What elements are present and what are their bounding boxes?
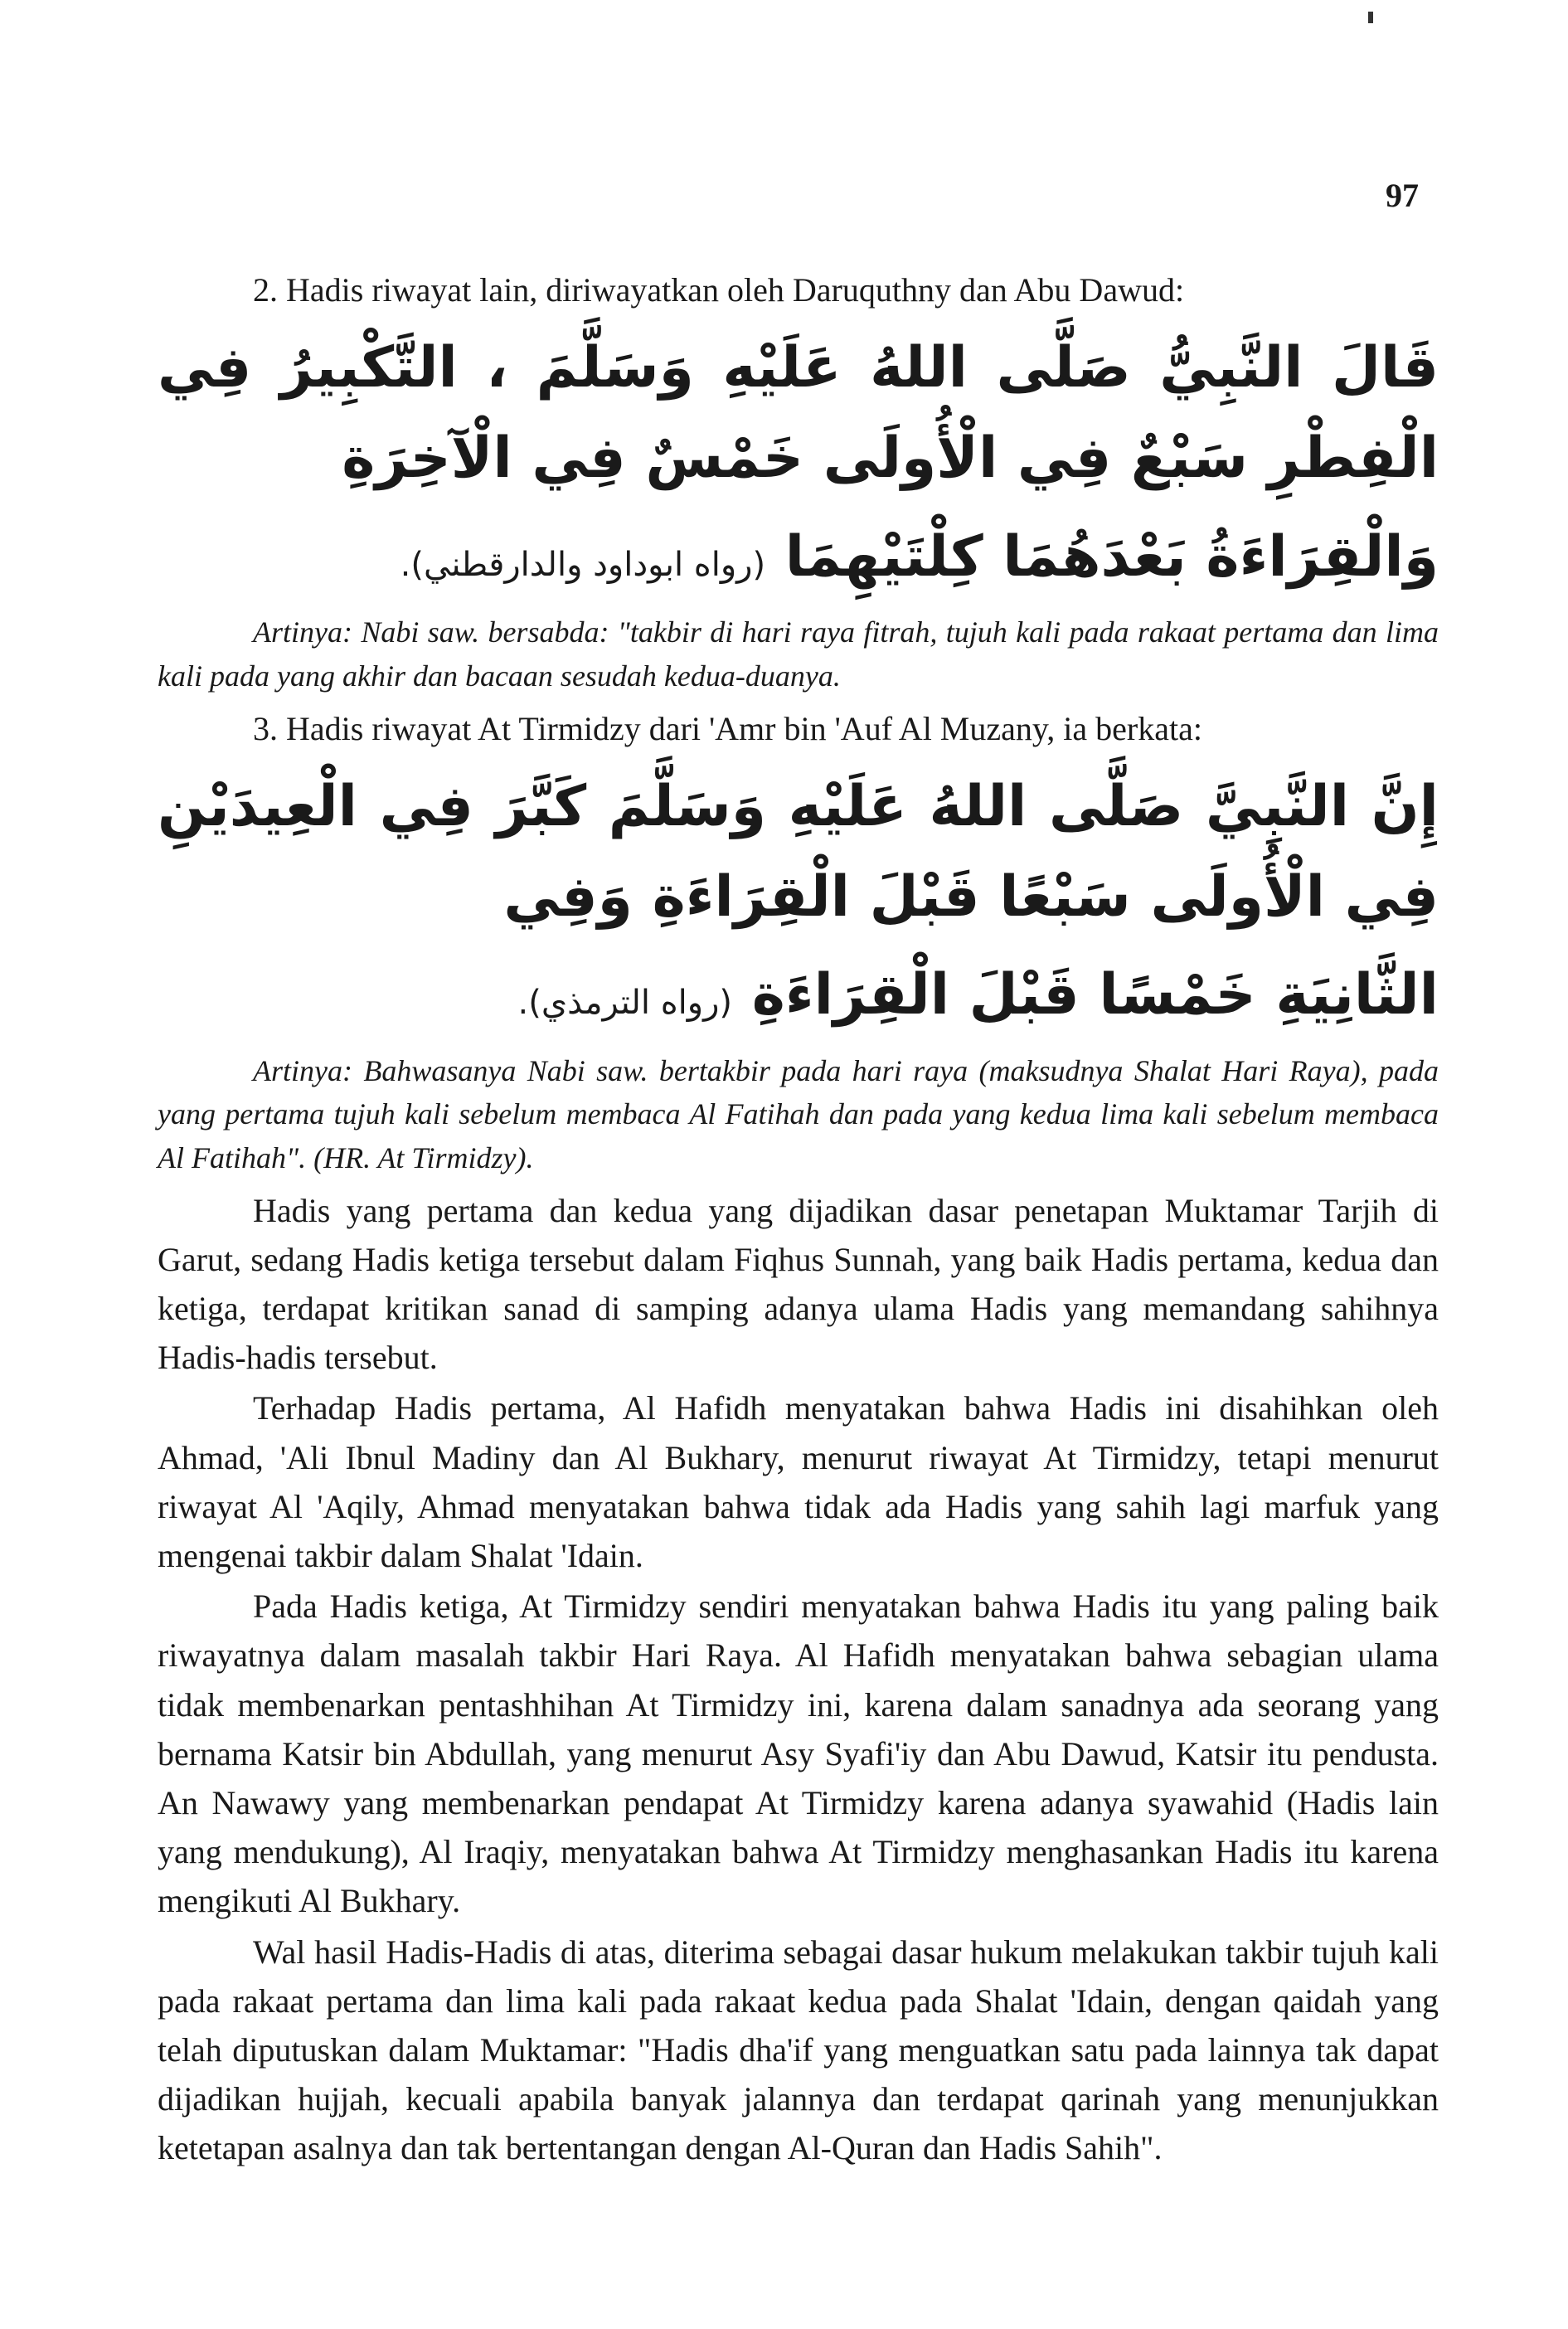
paragraph-1: Hadis yang pertama dan kedua yang dijadikan dasar penetapan Muktamar Tarjih di Garut, sedang Hadis ketiga tersebut dalam Fiqhus Sunnah, yang baik Hadis pertama, kedua dan ketiga, terdapat kritikan sanad di samping adanya ulama Hadis yang memandang sahihnya Hadis-hadis tersebut. (158, 1191, 1439, 1377)
page-number: 97 (1386, 177, 1419, 214)
paragraph-2: Terhadap Hadis pertama, Al Hafidh menyatakan bahwa Hadis ini disahihkan oleh Ahmad, 'Ali Ibnul Madiny dan Al Bukhary, menurut riwayat At Tirmidzy, tetapi menurut riwayat Al 'Aqily, Ahmad menyatakan bahwa tidak ada Hadis yang sahih lagi marfuk yang mengenai takbir dalam Shalat 'Idain. (158, 1389, 1439, 1575)
item-3-arabic-line-2 (158, 951, 1439, 1041)
item-2-translation: Artinya: Nabi saw. bersabda: "takbir di hari raya fitrah, tujuh kali pada rakaat pertama dan lima kali pada yang akhir dan bacaan sesudah kedua-duanya. (158, 615, 1439, 693)
item-2-intro: 2. Hadis riwayat lain, diriwayatkan oleh Daruquthny dan Abu Dawud: (253, 271, 1185, 309)
item-3-translation: Artinya: Bahwasanya Nabi saw. bertakbir pada hari raya (maksudnya Shalat Hari Raya), pada yang pertama tujuh kali sebelum membaca Al Fatihah dan pada yang kedua lima kali sebelum membaca Al Fatihah". (HR. At Tirmidzy). (158, 1054, 1439, 1174)
item-3-arabic-line-1: إِنَّ النَّبِيَّ صَلَّى اللهُ عَلَيْهِ وَسَلَّمَ كَبَّرَ فِي الْعِيدَيْنِ فِي الْأُولَى سَبْعًا قَبْلَ الْقِرَاءَةِ وَفِي (158, 773, 1439, 930)
item-3-arabic-text: الثَّانِيَةِ خَمْسًا قَبْلَ الْقِرَاءَةِ (751, 962, 1439, 1028)
item-2-arabic-line-1: قَالَ النَّبِيُّ صَلَّى اللهُ عَلَيْهِ وَسَلَّمَ ، التَّكْبِيرُ فِي الْفِطْرِ سَبْعٌ فِي الْأُولَى خَمْسٌ فِي الْآخِرَةِ (158, 335, 1439, 491)
item-2-arabic-text: وَالْقِرَاءَةُ بَعْدَهُمَا كِلْتَيْهِمَا (784, 523, 1439, 590)
paragraph-3: Pada Hadis ketiga, At Tirmidzy sendiri menyatakan bahwa Hadis itu yang paling baik riwayatnya dalam masalah takbir Hari Raya. Al Hafidh menyatakan bahwa sebagian ulama tidak membenarkan pentashhihan At Tirmidzy ini, karena dalam sanadnya ada seorang yang bernama Katsir bin Abdullah, yang menurut Asy Syafi'iy dan Abu Dawud, Katsir itu pendusta. An Nawawy yang membenarkan pendapat At Tirmidzy karena adanya syawahid (Hadis lain yang mendukung), Al Iraqiy, menyatakan bahwa At Tirmidzy menghasankan Hadis itu karena mengikuti Al Bukhary. (158, 1588, 1439, 1920)
paragraph-4: Wal hasil Hadis-Hadis di atas, diterima sebagai dasar hukum melakukan takbir tujuh kali pada rakaat pertama dan lima kali pada rakaat kedua pada Shalat 'Idain, dengan qaidah yang telah diputuskan dalam Muktamar: "Hadis dha'if yang menguatkan satu pada lainnya tak dapat dijadikan hujjah, kecuali apabila banyak jalannya dan terdapat qarinah yang menunjukkan ketetapan asalnya dan tak bertentangan dengan Al-Quran dan Hadis Sahih". (158, 1933, 1439, 2167)
scan-speck (1368, 12, 1373, 23)
item-3-intro: 3. Hadis riwayat At Tirmidzy dari 'Amr bin 'Auf Al Muzany, ia berkata: (253, 709, 1202, 747)
item-2-arabic-reference: (رواه ابوداود والدارقطني). (400, 545, 766, 584)
page-content (158, 265, 1439, 2174)
item-2-arabic-line-2 (158, 513, 1439, 603)
item-3-arabic-reference: (رواه الترمذي). (517, 984, 733, 1023)
